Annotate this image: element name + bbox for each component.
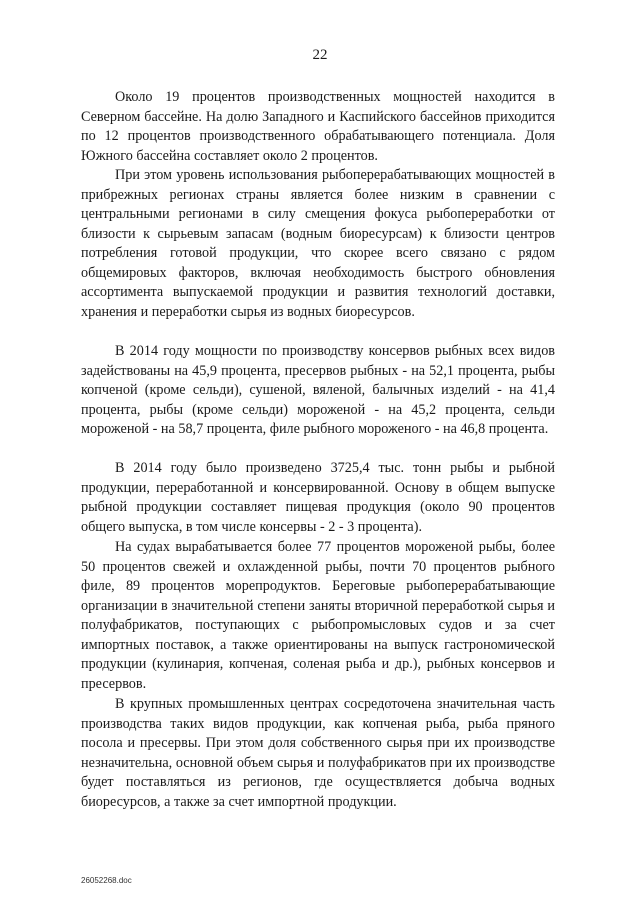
paragraph-1: Около 19 процентов производственных мощностей находится в Северном бассейне. На долю Западного и Каспийского бассейнов приходится по 12 процентов производственного обрабатывающего потенциала. Доля Южного бассейна составляет около 2 процентов. (81, 89, 555, 164)
document-body (81, 88, 555, 812)
paragraph-2: При этом уровень использования рыбоперерабатывающих мощностей в прибрежных регионах страны является более низким в сравнении с центральными регионами в силу смещения фокуса рыбопереработки от близости к сырьевым запасам (водным биоресурсам) к близости центров потребления готовой продукции, что скорее всего связано с рядом общемировых факторов, включая необходимость быстрого обновления ассортимента выпускаемой продукции и развития технологий доставки, хранения и переработки сырья из водных биоресурсов. (81, 167, 555, 320)
paragraph-3: В 2014 году мощности по производству консервов рыбных всех видов задействованы на 45,9 процента, пресервов рыбных - на 52,1 процента, рыбы копченой (кроме сельди), сушеной, вяленой, балычных изделий - на 41,4 процента, рыбы (кроме сельди) мороженой - на 45,2 процента, сельди мороженой - на 58,7 процента, филе рыбного мороженого - на 46,8 процента. (81, 343, 555, 437)
paragraph-5: На судах вырабатывается более 77 процентов мороженой рыбы, более 50 процентов свежей и охлажденной рыбы, почти 70 процентов рыбного филе, 89 процентов морепродуктов. Береговые рыбоперерабатывающие организации в значительной степени заняты вторичной переработкой сырья и полуфабрикатов, поступающих с рыбопромысловых судов и за счет импортных поставок, а также ориентированы на выпуск гастрономической продукции (кулинария, копченая, соленая рыба и др.), рыбных консервов и пресервов. (81, 539, 555, 692)
paragraph-6: В крупных промышленных центрах сосредоточена значительная часть производства таких видов продукции, как копченая рыба, рыба пряного посола и пресервы. При этом доля собственного сырья при их производстве незначительна, основной объем сырья и полуфабрикатов при их производстве будет поставляться из регионов, где осуществляется добыча водных биоресурсов, а также за счет импортной продукции. (81, 696, 555, 810)
footer-filename: 26052268.doc (81, 876, 132, 885)
paragraph-4: В 2014 году было произведено 3725,4 тыс. тонн рыбы и рыбной продукции, переработанной и консервированной. Основу в общем выпуске рыбной продукции составляет пищевая продукция (около 90 процентов общего выпуска, в том числе консервы - 2 - 3 процента). (81, 460, 555, 535)
page-number: 22 (312, 47, 328, 63)
